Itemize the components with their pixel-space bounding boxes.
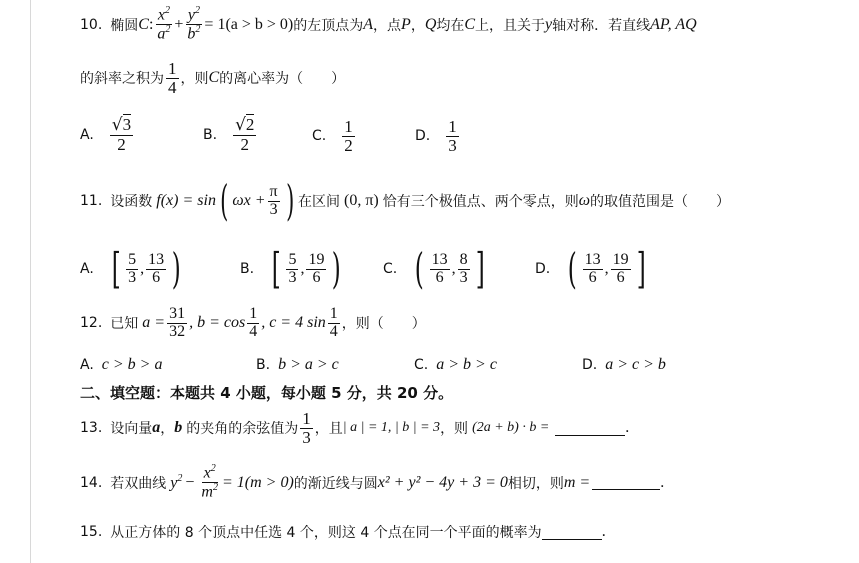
option-d: D. $\frac{1}{3}$ [415,117,457,155]
fraction: $\frac{x^2}{a^2}$ [157,5,171,43]
question-number: 15. [80,524,103,540]
question-11: 11. 设函数 f(x) = sin ( ωx + $\frac{\pi}{3}$ ) 在区间 (0, π) 恰有三个极值点、两个零点，则 ω 的取值范围是（ ） [80,176,731,225]
question-number: 13. [80,420,103,437]
option-d: D. a > c > b [582,356,666,373]
fraction: $\frac{1}{4}$ [168,59,177,97]
option-b: B. [ $\frac{5}{3}$ , $\frac{19}{6}$ ) [240,244,342,293]
option-a: A. c > b > a [80,356,163,373]
question-number: 10. [80,16,103,33]
option-d: D. ( $\frac{13}{6}$ , $\frac{19}{6}$ ] [535,244,646,293]
option-c: C. $\frac{1}{2}$ [312,117,353,155]
option-b: B. $\frac{√2}{2}$ [203,115,255,154]
answer-blank[interactable] [592,475,660,490]
option-b: B. b > a > c [256,356,339,373]
answer-blank[interactable] [555,421,625,436]
question-15: 15. 从正方体的 8 个顶点中任选 4 个，则这 4 个点在同一个平面的概率为 . [80,523,606,541]
question-10-line-2: 的斜率之积为 $\frac{1}{4}$ ，则 C 的离心率为（ ） [80,59,346,97]
question-14: 14. 若双曲线 $y^2$ − $\frac{x^2}{m^2}$ = 1(m > 0) 的渐近线与圆 x² + y² − 4y + 3 = 0 相切，则 m = . [80,463,665,501]
option-c: C. ( $\frac{13}{6}$ , $\frac{8}{3}$ ] [383,244,485,293]
section-heading: 二、填空题：本题共 4 小题，每小题 5 分，共 20 分。 [80,384,454,402]
question-10-line-1: 10. 椭圆 C : $\frac{x^2}{a^2}$ + $\frac{y^2}{b^2}$ = 1(a > b > 0) 的左顶点为 A ，点 P ， Q 均在 C 上，且关于 y 轴对称．若直线 AP, AQ [80,5,697,43]
fraction: $\frac{\pi}{3}$ [269,182,278,218]
question-number: 12. [80,315,103,332]
option-c: C. a > b > c [414,356,497,373]
option-a: A. [ $\frac{5}{3}$ , $\frac{13}{6}$ ) [80,244,181,293]
left-margin-line [30,0,31,563]
question-number: 14. [80,474,103,491]
fraction: $\frac{y^2}{b^2}$ [187,5,201,43]
answer-blank[interactable] [542,525,602,540]
question-13: 13. 设向量 a ， b 的夹角的余弦值为 $\frac{1}{3}$ ，且 | a | = 1, | b | = 3 ，则 (2a + b) · b = . [80,409,630,447]
question-12: 12. 已知 a = $\frac{31}{32}$ , b = cos $\frac{1}{4}$ , c = 4 sin $\frac{1}{4}$ ，则（ ） [80,305,426,340]
question-number: 11. [80,193,103,209]
option-a: A. $\frac{√3}{2}$ [80,115,132,154]
